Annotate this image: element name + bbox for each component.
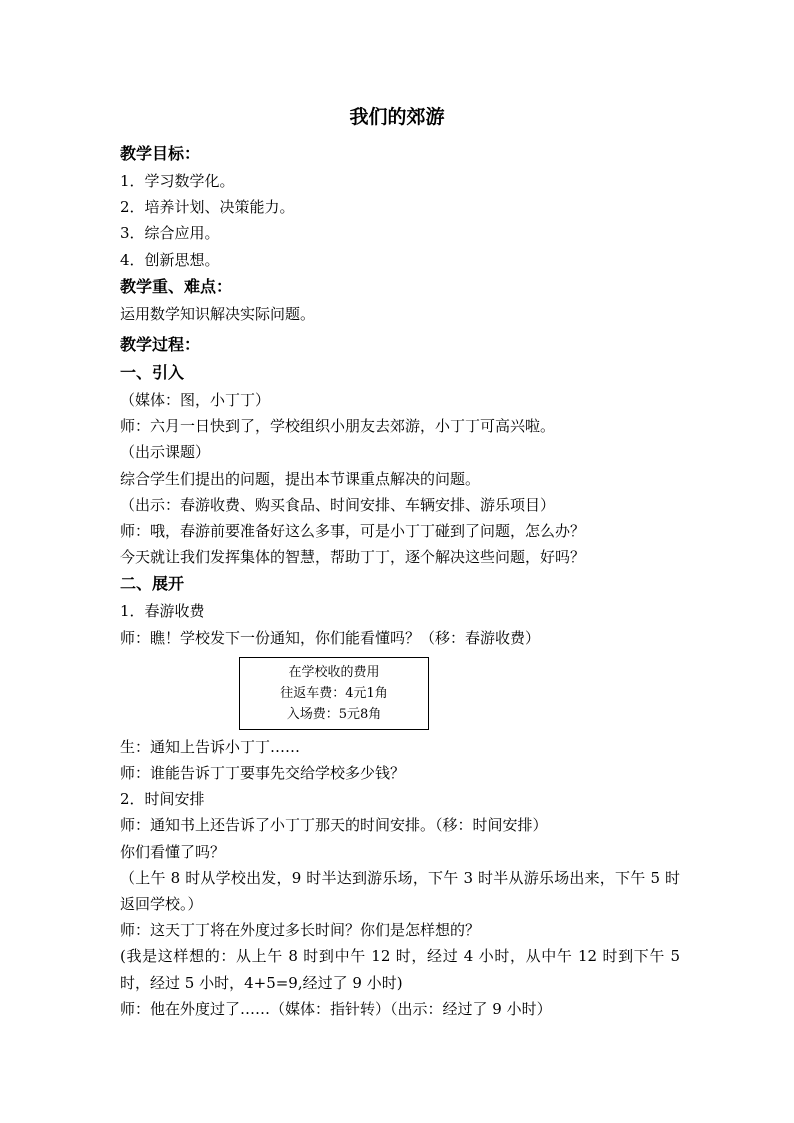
paragraph-line: 综合学生们提出的问题，提出本节课重点解决的问题。 <box>120 469 481 488</box>
goal-item: 2．培养计划、决策能力。 <box>120 198 295 217</box>
notice-title: 在学校收的费用 <box>288 664 380 680</box>
reasoning-paragraph: (我是这样想的：从上午 8 时到中午 12 时，经过 4 小时，从中午 12 时到下午 5 时，经过 5 小时，4+5=9,经过了 9 小时) <box>120 947 680 992</box>
paragraph-line: 2．时间安排 <box>120 790 205 809</box>
paragraph-line: 1．春游收费 <box>120 602 205 621</box>
process-heading: 教学过程： <box>120 335 201 355</box>
fee-notice-box <box>239 657 429 730</box>
goal-item: 4．创新思想。 <box>120 250 220 269</box>
paragraph-line: （出示课题） <box>120 443 211 462</box>
paragraph-line: 今天就让我们发挥集体的智慧，帮助丁丁，逐个解决这些问题，好吗？ <box>120 548 586 567</box>
paragraph-line: 师：哦，春游前要准备好这么多事，可是小丁丁碰到了问题，怎么办？ <box>120 522 586 541</box>
key-points-text: 运用数学知识解决实际问题。 <box>120 304 316 323</box>
paragraph-line: 师：谁能告诉丁丁要事先交给学校多少钱？ <box>120 764 406 783</box>
paragraph-line: 师：他在外度过了……（媒体：指针转）（出示：经过了 9 小时） <box>120 999 552 1018</box>
paragraph-line: 师：六月一日快到了，学校组织小朋友去郊游，小丁丁可高兴啦。 <box>120 417 556 436</box>
paragraph-line: 师：通知书上还告诉了小丁丁那天的时间安排。（移：时间安排） <box>120 816 548 835</box>
page-title: 我们的郊游 <box>349 106 445 128</box>
notice-entry-fee: 入场费：5元8角 <box>286 706 382 722</box>
part2-heading: 二、展开 <box>120 574 185 594</box>
part1-heading: 一、引入 <box>120 363 185 383</box>
paragraph-line: 生：通知上告诉小丁丁…… <box>120 737 301 756</box>
goals-heading: 教学目标： <box>120 144 201 163</box>
goal-item: 3．综合应用。 <box>120 224 220 243</box>
paragraph-line: 你们看懂了吗？ <box>120 842 226 861</box>
paragraph-line: （出示：春游收费、购买食品、时间安排、车辆安排、游乐项目） <box>120 495 556 514</box>
goal-item: 1．学习数学化。 <box>120 172 235 190</box>
schedule-paragraph: （上午 8 时从学校出发，9 时半达到游乐场，下午 3 时半从游乐场出来，下午 5 时返回学校。） <box>120 868 680 914</box>
key-points-heading: 教学重、难点： <box>120 276 233 296</box>
paragraph-line: 师：这天丁丁将在外度过多长时间？你们是怎样想的？ <box>120 921 481 940</box>
notice-bus-fare: 往返车费：4元1角 <box>280 685 388 701</box>
paragraph-line: （媒体：图，小丁丁） <box>120 391 271 410</box>
paragraph-line: 师：瞧！学校发下一份通知，你们能看懂吗？（移：春游收费） <box>120 628 541 647</box>
document-body <box>120 140 680 1022</box>
